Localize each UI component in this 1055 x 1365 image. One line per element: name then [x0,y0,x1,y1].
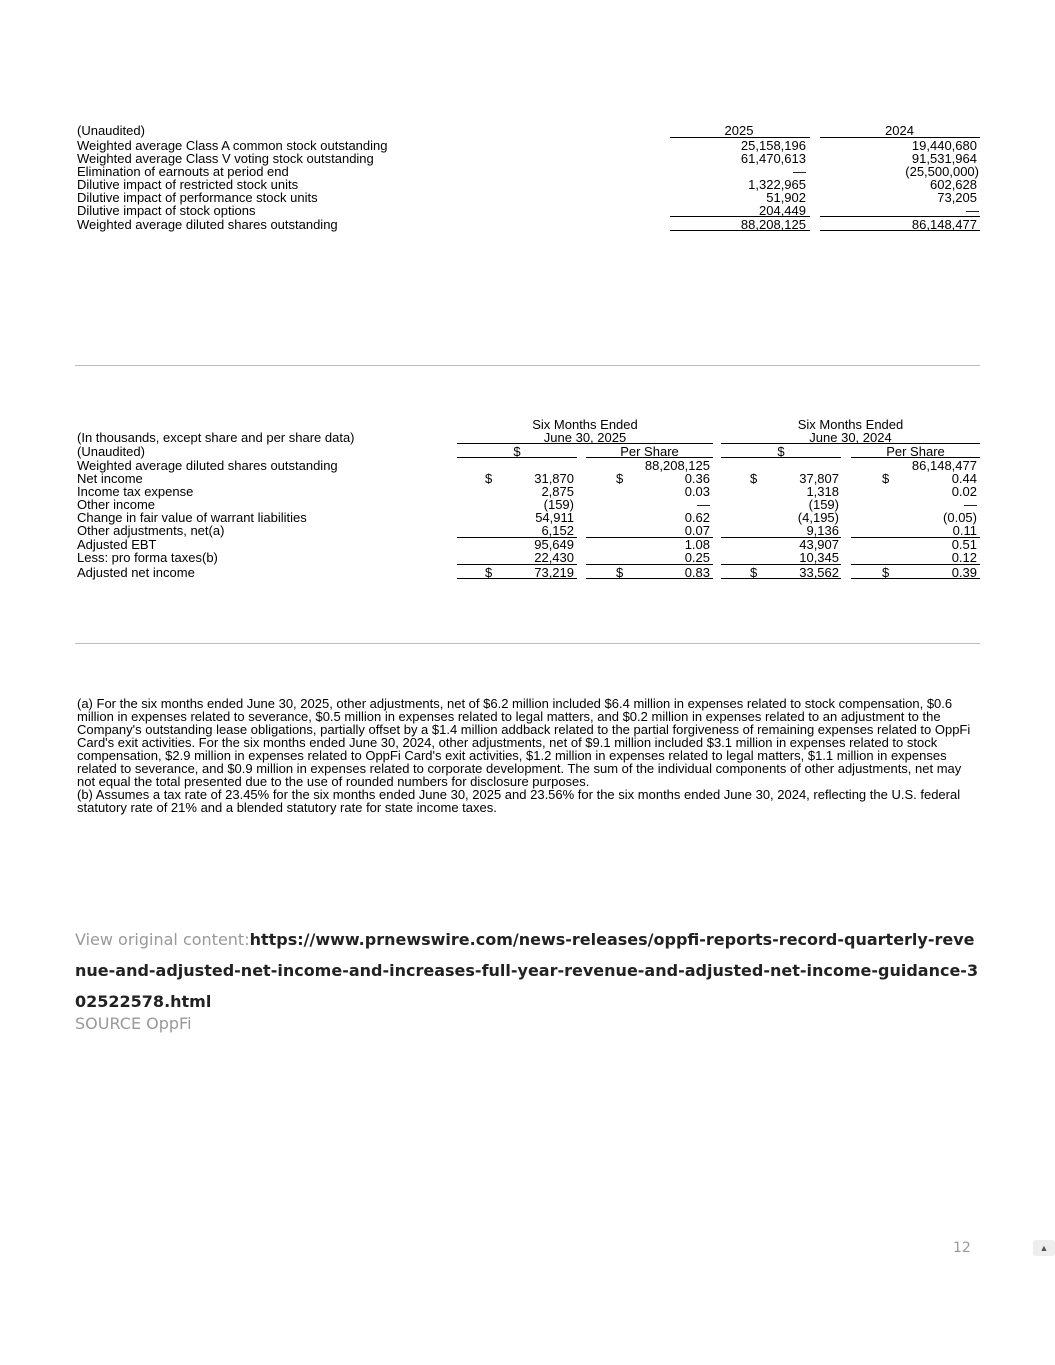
value-2024: 86,148,477 [911,217,977,232]
view-original-prefix: View original content: [75,930,250,949]
period-2025-line2: June 30, 2025 [543,430,627,445]
cell-d24v: 9,136 [806,523,839,538]
bottom-line [586,578,713,579]
unaudited-label: (Unaudited) [77,444,145,459]
cell-p25v: 0.07 [684,523,710,538]
cell-p25v: — [697,497,710,512]
source-line: SOURCE OppFi [75,1014,192,1033]
cell-p24: $ [882,565,890,580]
value-2024: — [966,203,979,218]
cell-p24v: — [964,497,977,512]
cell-d24: $ [750,471,758,486]
cell-d25v: 2,875 [541,484,574,499]
cell-d25: $ [485,471,493,486]
cell-d25v: 95,649 [534,537,574,552]
row-label: Weighted average diluted shares outstanding [77,458,338,473]
value-2024: 73,205 [937,190,977,205]
cell-p24v: 0.39 [951,565,977,580]
value-2024: (25,500,000) [905,164,979,179]
value-2024: 602,628 [930,177,977,192]
col-header-underline [457,457,577,458]
col-per-share-2024: Per Share [886,444,945,459]
cell-p25v: 88,208,125 [644,458,710,473]
row-label: Dilutive impact of stock options [77,203,256,218]
table1-col-2024: 2024 [885,123,914,138]
cell-p24: $ [882,471,890,486]
table-row [0,459,1055,472]
cell-d25v: 73,219 [534,565,574,580]
cell-d24v: 33,562 [799,565,839,580]
cell-p24v: 0.51 [951,537,977,552]
row-label: Elimination of earnouts at period end [77,164,289,179]
col-dollar-2024: $ [777,444,785,459]
cell-d25v: 31,870 [534,471,574,486]
value-2025: 1,322,965 [748,177,806,192]
value-2024: 91,531,964 [911,151,977,166]
bottom-line [457,578,577,579]
value-2025: 51,902 [766,190,806,205]
total-line [851,564,980,565]
cell-p24v: 0.44 [951,471,977,486]
footnote-b: (b) Assumes a tax rate of 23.45% for the six months ended June 30, 2025 and 23.56% for the six months ended June 30, 2024, reflecting the U.S. federal statutory rate of 21% and a blended statutory rate for state income taxes. [77,787,961,815]
row-label: Dilutive impact of restricted stock units [77,177,299,192]
subtotal-line [457,537,577,538]
period-2024-line1: Six Months Ended [797,417,904,432]
cell-d25v: 22,430 [534,550,574,565]
section-divider [75,643,980,644]
cell-p24v: 86,148,477 [911,458,977,473]
cell-p24v: 0.11 [952,523,977,538]
value-2025: 204,449 [759,203,806,218]
adjusted-net-income-table [0,0,1055,600]
cell-p25: $ [616,565,624,580]
row-label: Net income [77,471,143,486]
subtotal-line [851,537,980,538]
row-label: Adjusted net income [77,565,195,580]
row-label: Less: pro forma taxes(b) [77,550,218,565]
col-dollar-2025: $ [513,444,521,459]
bottom-line [721,578,841,579]
table-row [0,551,1055,564]
original-content-link[interactable]: https://www.prnewswire.com/news-releases/oppfi-reports-record-quarterly-revenue-and-adjusted-net-income-and-increases-full-year-revenue-and-adjusted-net-income-guidance-302522578.html [75,930,979,1011]
cell-d25v: 6,152 [541,523,574,538]
row-label: Income tax expense [77,484,194,499]
table-row [0,524,1055,537]
page-number: 12 [953,1240,971,1256]
col-header-underline [721,457,841,458]
cell-p25v: 1.08 [684,537,710,552]
value-2025: 25,158,196 [740,138,806,153]
value-2024: 19,440,680 [911,138,977,153]
value-2025: 61,470,613 [740,151,806,166]
cell-d24v: 1,318 [806,484,839,499]
row-label: Weighted average Class V voting stock outstanding [77,151,374,166]
table1-col-2025: 2025 [724,123,754,138]
row-label: Dilutive impact of performance stock units [77,190,318,205]
subtotal-line [721,537,841,538]
view-original-content [75,924,985,1017]
row-label: Weighted average Class A common stock outstanding [77,138,388,153]
period-2025-line1: Six Months Ended [532,417,638,432]
cell-p25: $ [616,471,624,486]
cell-p25v: 0.03 [684,484,710,499]
total-line [457,564,577,565]
cell-d25: $ [485,565,493,580]
cell-p25v: 0.62 [684,510,710,525]
col-per-share-2025: Per Share [620,444,679,459]
row-label: Adjusted EBT [77,537,157,552]
row-label: Other adjustments, net(a) [77,523,225,538]
cell-p25v: 0.83 [684,565,710,580]
cell-d24v: 10,345 [799,550,839,565]
cell-d24v: 43,907 [799,537,839,552]
cell-d25v: (159) [543,497,574,512]
cell-d25v: 54,911 [535,510,574,525]
cell-p24v: 0.12 [951,550,977,565]
value-2025: — [793,164,806,179]
table1-header-label: (Unaudited) [77,123,145,138]
footnotes [77,697,982,814]
total-line [721,564,841,565]
subtotal-line [586,537,713,538]
cell-p25v: 0.25 [684,550,710,565]
row-label: Other income [77,497,156,512]
period-2024-line2: June 30, 2024 [809,430,892,445]
total-line [586,564,713,565]
table-row [0,485,1055,498]
row-label: Change in fair value of warrant liabilities [77,510,307,525]
cell-d24: $ [750,565,758,580]
row-label: Weighted average diluted shares outstanding [77,217,338,232]
cell-d24v: (159) [808,497,839,512]
cell-p24v: (0.05) [943,510,977,525]
footnote-a: (a) For the six months ended June 30, 2025, other adjustments, net of $6.2 million included $6.4 million in expenses related to stock compensation, $0.6 million in expenses related to severance, $0.5 million in expenses related to legal matters, and $0.2 million in expenses related to an adjustment to the Company's outstanding lease obligations, partially offset by a $1.4 million addback related to the partial forgiveness of remaining expenses related to OppFi Card's exit activities. For the six months ended June 30, 2024, other adjustments, net of $9.1 million included $3.1 million in expenses related to stock compensation, $2.9 million in expenses related to OppFi Card's exit activities, $1.2 million in expenses related to legal matters, $1.1 million in expenses related to severance, and $0.9 million in expenses related to corporate development. The sum of the individual components of other adjustments, net may not equal the total presented due to the use of rounded numbers for disclosure purposes. [77,696,971,789]
cell-p25v: 0.36 [684,471,710,486]
cell-p24v: 0.02 [951,484,977,499]
units-label: (In thousands, except share and per share data) [77,430,355,445]
value-2025: 88,208,125 [740,217,806,232]
cell-d24v: 37,807 [799,471,839,486]
scroll-arrows-icon[interactable]: ▲ [1033,1240,1055,1256]
cell-d24v: (4,195) [797,510,839,525]
bottom-line [851,578,980,579]
